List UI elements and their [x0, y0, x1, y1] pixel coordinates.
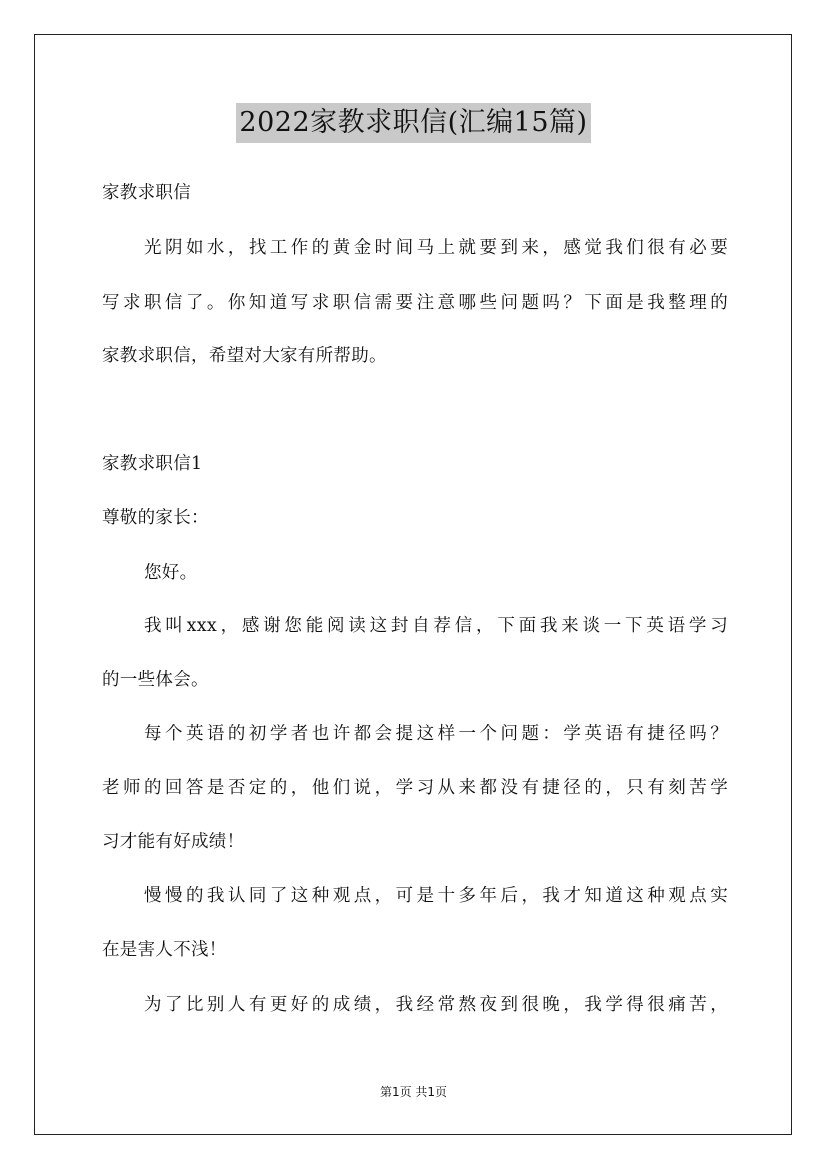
title-container — [0, 103, 827, 143]
paragraph-line: 我叫xxx，感谢您能阅读这封自荐信，下面我来谈一下英语学习 — [144, 616, 728, 636]
letter-heading: 家教求职信1 — [102, 454, 203, 474]
salutation: 尊敬的家长： — [102, 508, 209, 528]
paragraph-line: 家教求职信，希望对大家有所帮助。 — [102, 346, 387, 366]
greeting: 您好。 — [144, 563, 198, 583]
paragraph-line: 每个英语的初学者也许都会提这样一个问题：学英语有捷径吗？ — [144, 724, 728, 744]
page-footer: 第1页 共1页 — [379, 1085, 448, 1099]
paragraph-line: 写求职信了。你知道写求职信需要注意哪些问题吗？下面是我整理的 — [102, 293, 728, 313]
paragraph-line: 老师的回答是否定的，他们说，学习从来都没有捷径的，只有刻苦学 — [102, 778, 728, 798]
paragraph-line: 在是害人不浅！ — [102, 940, 227, 960]
paragraph-line: 为了比别人有更好的成绩，我经常熬夜到很晚，我学得很痛苦， — [144, 995, 728, 1015]
paragraph-line: 光阴如水，找工作的黄金时间马上就要到来，感觉我们很有必要 — [144, 238, 728, 258]
paragraph-line: 的一些体会。 — [102, 670, 209, 690]
document-title: 2022家教求职信(汇编15篇) — [236, 103, 590, 143]
section-heading: 家教求职信 — [102, 183, 191, 203]
paragraph-line: 慢慢的我认同了这种观点，可是十多年后，我才知道这种观点实 — [144, 886, 728, 906]
paragraph-line: 习才能有好成绩！ — [102, 832, 245, 852]
